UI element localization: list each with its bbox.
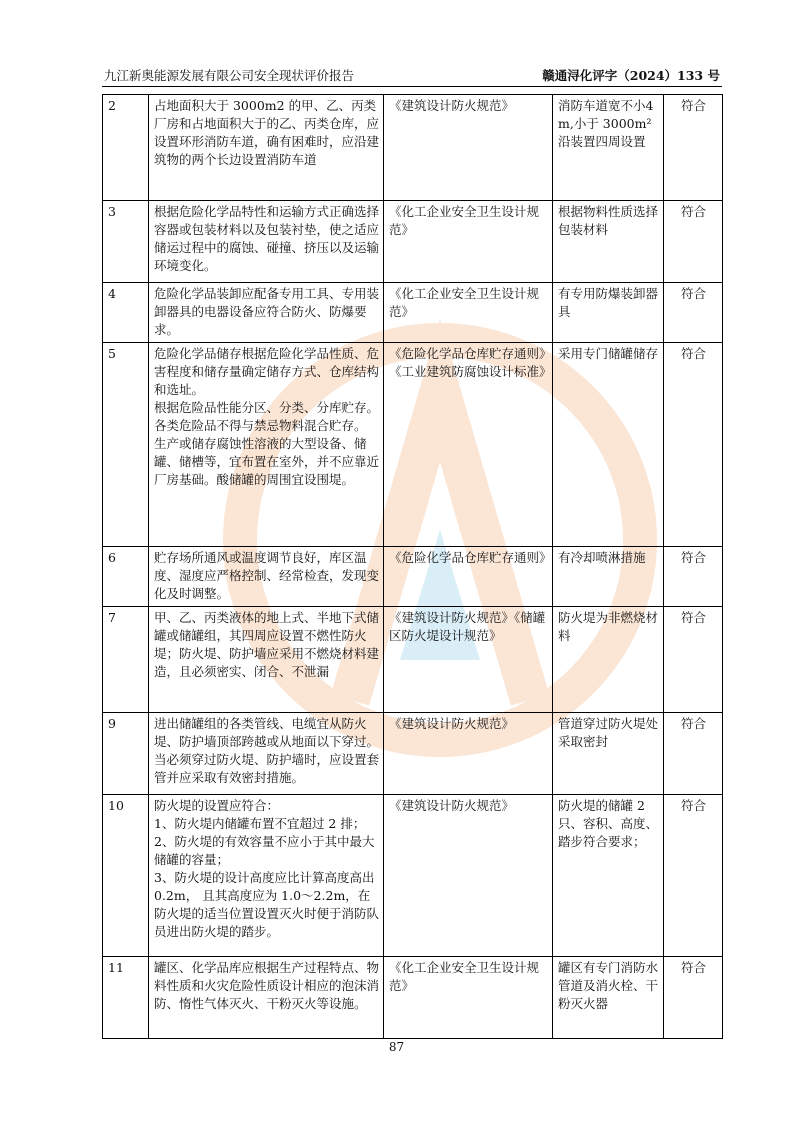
requirement-cell	[149, 95, 384, 201]
row-number: 10	[103, 795, 149, 957]
requirement-text: 危险化学品储存根据危险化学品性质、危害程度和储存量确定储存方式、仓库结构和选址。	[154, 346, 380, 397]
requirement-cell	[149, 201, 384, 283]
requirement-cell	[149, 795, 384, 957]
row-number: 11	[103, 957, 149, 1039]
actual-status-cell: 防火堤为非燃烧材料	[553, 607, 664, 713]
table-row	[103, 95, 723, 201]
requirement-cell	[149, 607, 384, 713]
requirement-text: 根据危险化学品特性和运输方式正确选择容器或包装材料以及包装衬垫，使之适应储运过程中的腐蚀、碰撞、挤压以及运输环境变化。	[154, 204, 380, 273]
requirement-cell	[149, 957, 384, 1039]
row-number: 9	[103, 713, 149, 795]
requirement-text: 1、防火堤内储罐布置不宜超过 2 排；	[154, 816, 366, 831]
table-row	[103, 957, 723, 1039]
requirement-text: 3、防火堤的设计高度应比计算高度高出 0.2m， 且其高度应为 1.0～2.2m，在防火堤的适当位置设置灭火时便于消防队员进出防火堤的踏步。	[154, 870, 380, 939]
report-title: 九江新奥能源发展有限公司安全现状评价报告	[104, 68, 355, 83]
requirement-cell	[149, 343, 384, 547]
page-number: 87	[388, 1040, 405, 1054]
actual-status-cell: 采用专门储罐储存	[553, 343, 664, 547]
requirement-text: 2、防火堤的有效容量不应小于其中最大储罐的容量；	[154, 834, 375, 867]
row-number: 5	[103, 343, 149, 547]
standard-cell: 《化工企业安全卫生设计规范》	[384, 201, 553, 283]
table-row	[103, 343, 723, 547]
requirement-cell	[149, 283, 384, 343]
standard-cell: 《建筑设计防火规范》《储罐区防火堤设计规范》	[384, 607, 553, 713]
result-cell: 符合	[664, 957, 723, 1039]
actual-status-cell: 管道穿过防火堤处采取密封	[553, 713, 664, 795]
standard-cell: 《建筑设计防火规范》	[384, 95, 553, 201]
table-row	[103, 607, 723, 713]
requirement-text: 占地面积大于 3000m2 的甲、乙、丙类厂房和占地面积大于的乙、丙类仓库，应设置环形消防车道，确有困难时，应沿建筑物的两个长边设置消防车道	[154, 98, 380, 167]
row-number: 3	[103, 201, 149, 283]
row-number: 2	[103, 95, 149, 201]
result-cell: 符合	[664, 607, 723, 713]
actual-status-cell: 罐区有专门消防水管道及消火栓、干粉灭火器	[553, 957, 664, 1039]
requirement-cell	[149, 713, 384, 795]
standard-cell: 《化工企业安全卫生设计规范》	[384, 957, 553, 1039]
requirement-cell	[149, 547, 384, 607]
header-divider	[102, 86, 722, 87]
requirement-text: 罐区、化学品库应根据生产过程特点、物料性质和火灾危险性质设计相应的泡沫消防、惰性气体灭火、干粉灭火等设施。	[154, 960, 380, 1011]
requirement-text: 甲、乙、丙类液体的地上式、半地下式储罐或储罐组，其四周应设置不燃性防火堤；防火堤、防护墙应采用不燃烧材料建造，且必须密实、闭合、不泄漏	[154, 610, 380, 679]
result-cell: 符合	[664, 547, 723, 607]
result-cell: 符合	[664, 283, 723, 343]
requirement-text: 贮存场所通风或温度调节良好，库区温度、湿度应严格控制、经常检查，发现变化及时调整。	[154, 550, 380, 601]
requirement-text: 进出储罐组的各类管线、电缆宜从防火堤、防护墙顶部跨越或从地面以下穿过。当必须穿过防火堤、防护墙时，应设置套管并应采取有效密封措施。	[154, 716, 380, 785]
evaluation-table-body	[103, 95, 723, 1039]
page-header	[104, 66, 720, 84]
requirement-text: 生产或储存腐蚀性溶液的大型设备、储罐、储槽等，宜布置在室外，并不应靠近厂房基础。酸储罐的周围宜设围堤。	[154, 436, 380, 487]
result-cell: 符合	[664, 713, 723, 795]
standard-cell: 《化工企业安全卫生设计规范》	[384, 283, 553, 343]
requirement-text: 危险化学品装卸应配备专用工具、专用装卸器具的电器设备应符合防火、防爆要求。	[154, 286, 380, 337]
actual-status-cell: 防火堤的储罐 2 只、容积、高度、踏步符合要求；	[553, 795, 664, 957]
result-cell: 符合	[664, 201, 723, 283]
table-row	[103, 713, 723, 795]
standard-cell: 《危险化学品仓库贮存通则》《工业建筑防腐蚀设计标准》	[384, 343, 553, 547]
result-cell: 符合	[664, 343, 723, 547]
standard-cell: 《建筑设计防火规范》	[384, 795, 553, 957]
row-number: 7	[103, 607, 149, 713]
result-cell: 符合	[664, 795, 723, 957]
table-row	[103, 547, 723, 607]
standard-cell: 《危险化学品仓库贮存通则》	[384, 547, 553, 607]
table-row	[103, 795, 723, 957]
row-number: 4	[103, 283, 149, 343]
requirement-text: 根据危险品性能分区、分类、分库贮存。各类危险品不得与禁忌物料混合贮存。	[154, 400, 380, 433]
actual-status-cell: 消防车道宽不小4m,小于 3000m² 沿装置四周设置	[553, 95, 664, 201]
table-row	[103, 201, 723, 283]
evaluation-table	[102, 94, 723, 1039]
table-row	[103, 283, 723, 343]
actual-status-cell: 根据物料性质选择包装材料	[553, 201, 664, 283]
actual-status-cell: 有专用防爆装卸器具	[553, 283, 664, 343]
requirement-text: 防火堤的设置应符合：	[154, 798, 280, 813]
actual-status-cell: 有冷却喷淋措施	[553, 547, 664, 607]
report-number: 赣通浔化评字（2024）133 号	[542, 68, 720, 83]
row-number: 6	[103, 547, 149, 607]
standard-cell: 《建筑设计防火规范》	[384, 713, 553, 795]
result-cell: 符合	[664, 95, 723, 201]
